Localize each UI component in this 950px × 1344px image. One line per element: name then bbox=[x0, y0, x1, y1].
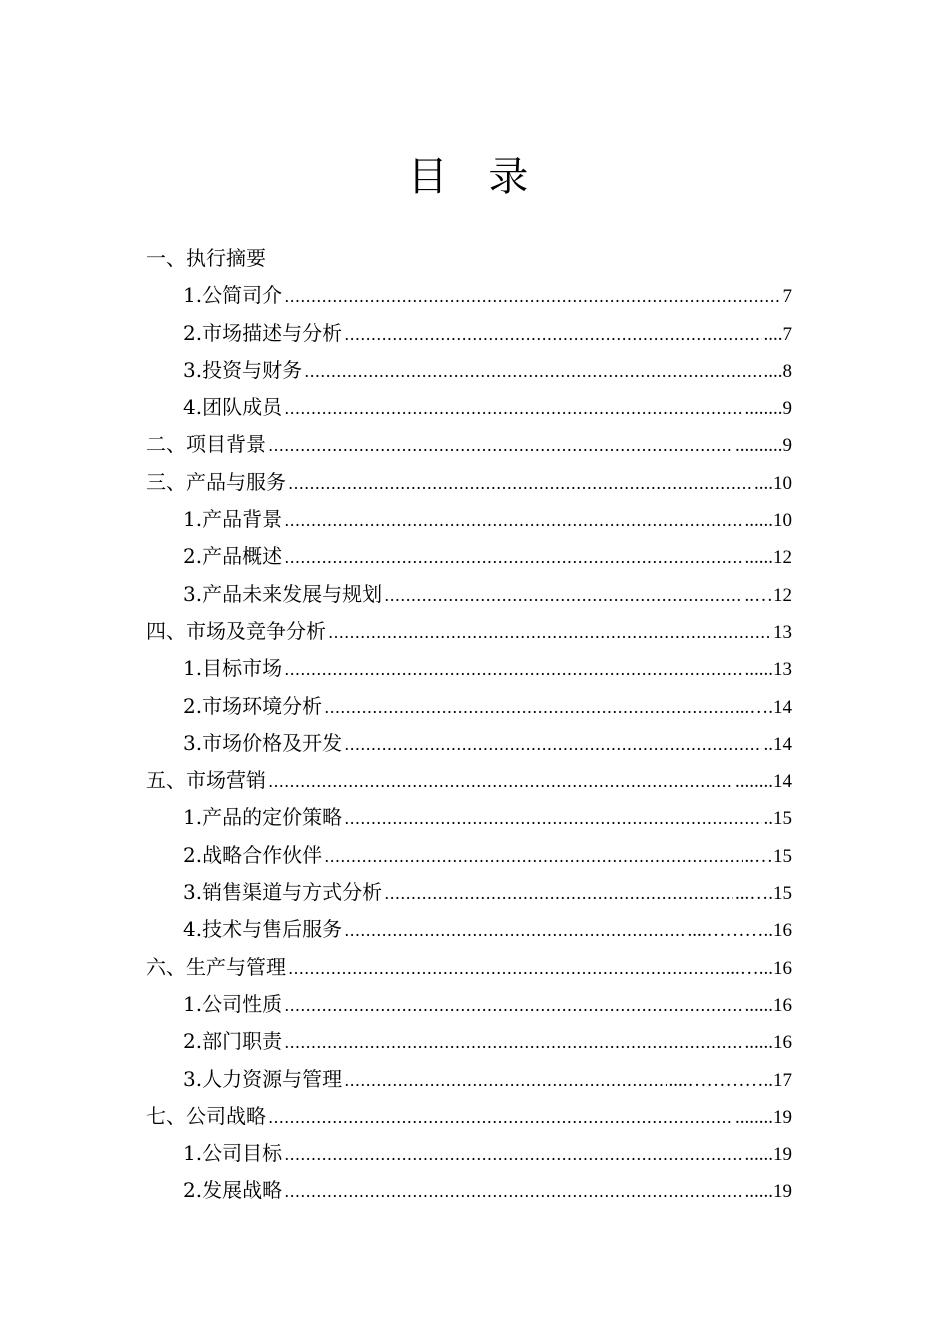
toc-entry-label: 2.市场描述与分析 bbox=[183, 320, 343, 345]
toc-entry-page: ......19 bbox=[744, 1181, 792, 1203]
toc-entry-page: ....10 bbox=[754, 472, 792, 494]
toc-entry-page: ......19 bbox=[744, 1144, 792, 1166]
toc-entry-page: ....8 bbox=[763, 360, 792, 382]
toc-entry-page: ..…12 bbox=[744, 584, 792, 606]
toc-entry-page: ..........9 bbox=[735, 435, 792, 457]
toc-entry-label: 1.产品背景 bbox=[183, 507, 283, 532]
toc-entry-page: ......13 bbox=[744, 659, 792, 681]
toc-entry-label: 3.产品未来发展与规划 bbox=[183, 581, 383, 606]
toc-leader bbox=[284, 502, 742, 539]
toc-leader bbox=[304, 353, 761, 390]
toc-leader bbox=[268, 1099, 733, 1136]
toc-leader bbox=[344, 800, 761, 837]
toc-entry-label: 4.技术与售后服务 bbox=[183, 917, 343, 942]
toc-entry-label: 2.市场环境分析 bbox=[183, 693, 323, 718]
toc-entry-label: 2.发展战略 bbox=[183, 1178, 283, 1203]
toc-entry-page: ........14 bbox=[735, 771, 792, 793]
toc-entry-label: 1.产品的定价策略 bbox=[183, 805, 343, 830]
toc-entry-page: ..15 bbox=[763, 808, 792, 830]
toc-entry-label: 4.团队成员 bbox=[183, 395, 283, 420]
toc-entry[interactable] bbox=[146, 949, 792, 986]
toc-entry[interactable] bbox=[146, 426, 792, 463]
toc-entry-label: 3.投资与财务 bbox=[183, 357, 303, 382]
toc-leader bbox=[344, 316, 761, 353]
toc-entry[interactable] bbox=[146, 874, 792, 911]
toc-entry-label: 1.公简司介 bbox=[183, 283, 283, 308]
toc-entry[interactable] bbox=[146, 240, 792, 277]
toc-entry-page: ...….14 bbox=[735, 696, 792, 718]
toc-entry[interactable] bbox=[146, 613, 792, 650]
toc-entry[interactable] bbox=[146, 352, 792, 389]
toc-entry[interactable] bbox=[146, 1098, 792, 1135]
toc-leader bbox=[384, 577, 742, 614]
toc-leader bbox=[288, 950, 724, 987]
toc-entry-label: 一、执行摘要 bbox=[146, 246, 266, 270]
toc-entry[interactable] bbox=[146, 501, 792, 538]
toc-entry[interactable] bbox=[146, 837, 792, 874]
toc-leader bbox=[324, 689, 733, 726]
toc-leader bbox=[344, 726, 761, 763]
toc-entry[interactable] bbox=[146, 986, 792, 1023]
toc-entry[interactable] bbox=[146, 762, 792, 799]
toc-entry-page: 7 bbox=[782, 286, 792, 308]
toc-leader bbox=[384, 875, 733, 912]
toc-entry-label: 1.公司性质 bbox=[183, 991, 283, 1016]
toc-entry-label: 2.部门职责 bbox=[183, 1029, 283, 1054]
toc-entry-label: 四、市场及竞争分析 bbox=[146, 618, 326, 643]
toc-leader bbox=[284, 278, 780, 315]
toc-entry-page: ......12 bbox=[744, 547, 792, 569]
toc-entry-label: 3.人力资源与管理 bbox=[183, 1066, 343, 1091]
toc-entry-label: 三、产品与服务 bbox=[146, 469, 286, 494]
toc-entry[interactable] bbox=[146, 464, 792, 501]
toc-leader bbox=[268, 763, 733, 800]
toc-entry-label: 2.产品概述 bbox=[183, 544, 283, 569]
toc-entry-page: ........19 bbox=[735, 1106, 792, 1128]
toc-entry[interactable] bbox=[146, 1061, 792, 1098]
toc-entry-label: 六、生产与管理 bbox=[146, 954, 286, 979]
toc-entry-page: ........9 bbox=[744, 398, 792, 420]
toc-entry-page: ....………..16 bbox=[687, 920, 792, 942]
page-title: 目 录 bbox=[407, 153, 543, 200]
toc-entry[interactable] bbox=[146, 1023, 792, 1060]
toc-entry-page: 13 bbox=[773, 621, 792, 643]
toc-leader bbox=[284, 539, 742, 576]
toc-leader bbox=[284, 1173, 742, 1210]
toc-entry[interactable] bbox=[146, 1172, 792, 1209]
toc-entry-page: ...…...16 bbox=[725, 957, 792, 979]
toc-entry[interactable] bbox=[146, 576, 792, 613]
toc-entry-label: 七、公司战略 bbox=[146, 1103, 266, 1128]
toc-entry-label: 3.市场价格及开发 bbox=[183, 730, 343, 755]
toc-leader bbox=[284, 987, 742, 1024]
toc-entry-page: ..14 bbox=[763, 733, 792, 755]
table-of-contents bbox=[146, 240, 792, 1210]
toc-entry-page: ....7 bbox=[763, 323, 792, 345]
toc-entry[interactable] bbox=[146, 315, 792, 352]
toc-leader bbox=[328, 614, 771, 651]
toc-entry[interactable] bbox=[146, 650, 792, 687]
toc-leader bbox=[284, 651, 742, 688]
toc-leader bbox=[284, 390, 742, 427]
toc-entry-label: 二、项目背景 bbox=[146, 432, 266, 457]
toc-entry[interactable] bbox=[146, 725, 792, 762]
toc-entry[interactable] bbox=[146, 538, 792, 575]
toc-entry[interactable] bbox=[146, 1135, 792, 1172]
toc-entry-page: ......16 bbox=[744, 994, 792, 1016]
toc-entry-page: ..…15 bbox=[744, 845, 792, 867]
toc-entry-page: ......16 bbox=[744, 1032, 792, 1054]
toc-entry[interactable] bbox=[146, 688, 792, 725]
toc-entry[interactable] bbox=[146, 389, 792, 426]
toc-entry-label: 2.战略合作伙伴 bbox=[183, 842, 323, 867]
toc-leader bbox=[344, 912, 685, 949]
toc-entry[interactable] bbox=[146, 911, 792, 948]
toc-entry-page: ...….15 bbox=[735, 883, 792, 905]
toc-leader bbox=[288, 465, 752, 502]
toc-leader bbox=[344, 1062, 666, 1099]
toc-entry-label: 五、市场营销 bbox=[146, 768, 266, 793]
toc-entry[interactable] bbox=[146, 277, 792, 314]
toc-entry-page: ......10 bbox=[744, 510, 792, 532]
toc-leader bbox=[284, 1024, 742, 1061]
toc-entry-label: 1.目标市场 bbox=[183, 656, 283, 681]
toc-leader bbox=[324, 838, 742, 875]
toc-entry-label: 3.销售渠道与方式分析 bbox=[183, 880, 383, 905]
toc-entry-page: ....…………..17 bbox=[668, 1069, 792, 1091]
toc-leader bbox=[284, 1136, 742, 1173]
toc-entry-label: 1.公司目标 bbox=[183, 1141, 283, 1166]
toc-entry[interactable] bbox=[146, 799, 792, 836]
toc-leader bbox=[268, 427, 733, 464]
